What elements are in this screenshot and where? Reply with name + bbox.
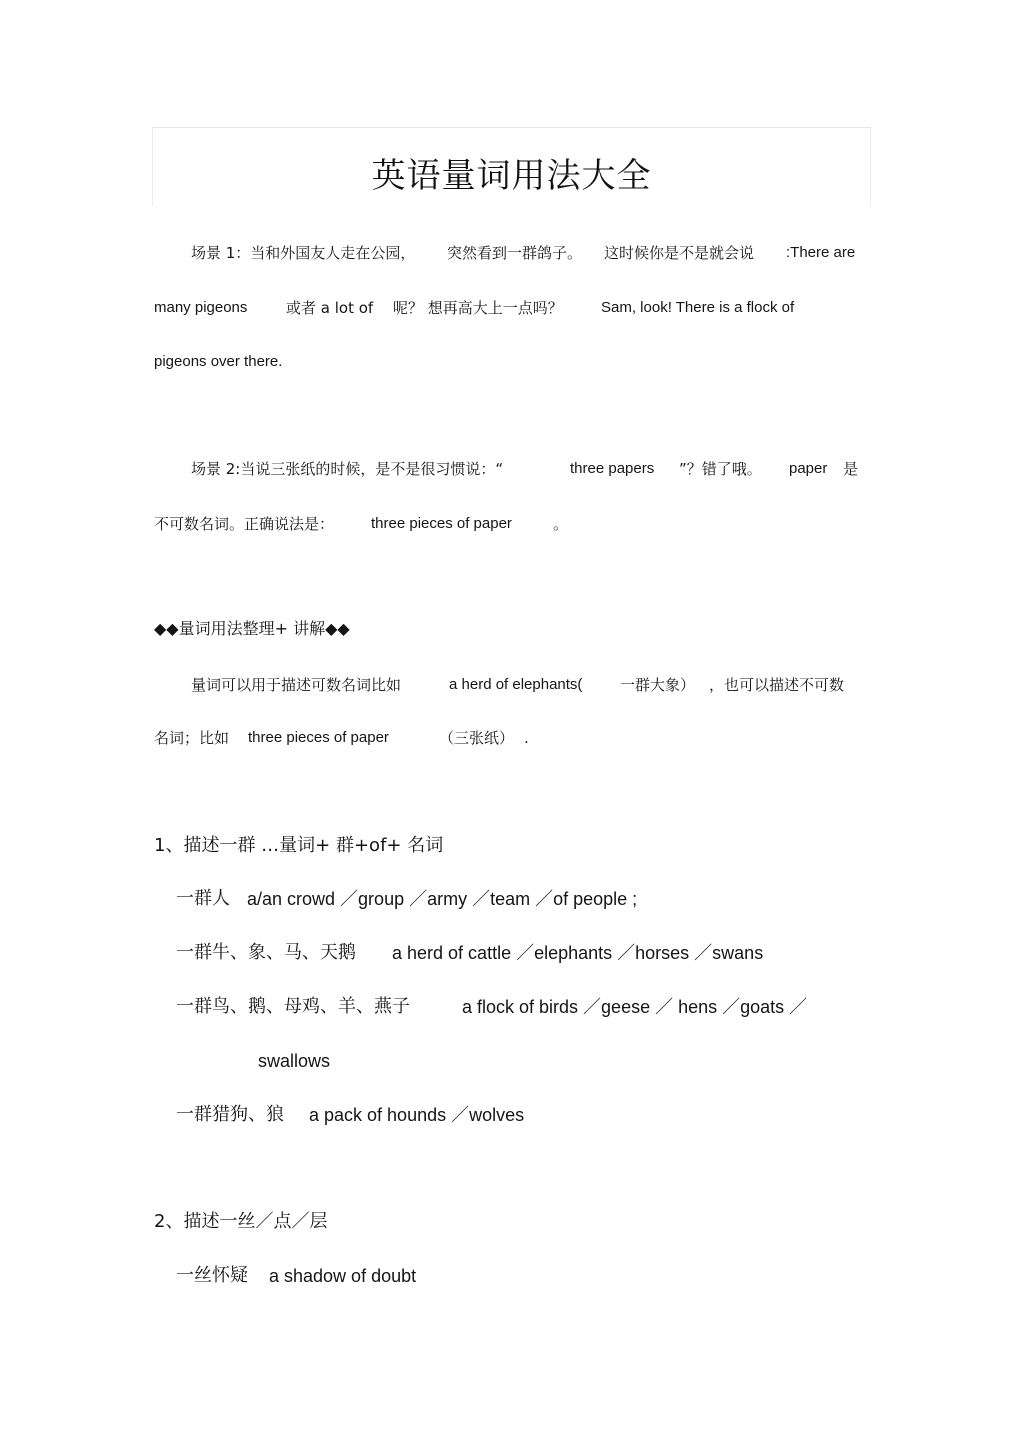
row-label: 一群鸟、鹅、母鸡、羊、燕子 <box>176 996 410 1017</box>
section1-row2 <box>0 943 1024 967</box>
document-title: 英语量词用法大全 <box>371 156 652 196</box>
scene1-text: 场景 1：当和外国友人走在公园， <box>191 244 416 262</box>
intro-text: . <box>524 729 529 747</box>
scene2-line2 <box>0 514 1024 536</box>
scene1-text: 突然看到一群鸽子。 <box>447 244 583 262</box>
scene1-text: 或者 a lot of <box>286 299 374 317</box>
row-label: 一群猎狗、狼 <box>176 1104 284 1125</box>
section1-heading: 1、描述一群 …量词+ 群+of+ 名词 <box>154 835 444 856</box>
section1-row1 <box>0 889 1024 913</box>
row-english: a flock of birds ／geese ／ hens ／goats ／ <box>462 997 808 1017</box>
scene1-line3: pigeons over there. <box>154 353 283 370</box>
intro-line2 <box>0 728 1024 750</box>
section-heading: ◆◆量词用法整理+ 讲解◆◆ <box>154 619 350 638</box>
scene1-text: many pigeons <box>154 299 248 316</box>
scene2-text: paper <box>789 460 828 477</box>
scene2-text: three papers <box>570 460 655 477</box>
row-label: 一群人 <box>176 888 230 909</box>
row-english: a herd of cattle ／elephants ／horses ／swans <box>392 943 764 963</box>
intro-text: three pieces of paper <box>248 729 389 746</box>
scene1-line1 <box>0 243 1024 265</box>
scene1-text: 呢？ 想再高大上一点吗？ <box>393 299 563 317</box>
scene2-text: 场景 2:当说三张纸的时候，是不是很习惯说：“ <box>191 460 504 478</box>
row-english: a shadow of doubt <box>269 1266 417 1286</box>
scene2-text: 不可数名词。正确说法是： <box>154 515 335 533</box>
intro-line1 <box>0 675 1024 697</box>
row-label: 一丝怀疑 <box>176 1265 248 1286</box>
intro-text: 一群大象） <box>620 676 696 694</box>
section1-row3-continuation: swallows <box>258 1051 331 1071</box>
intro-text: 名词；比如 <box>154 729 230 747</box>
section1-row4 <box>0 1105 1024 1129</box>
scene1-text: 这时候你是不是就会说 <box>604 244 755 262</box>
scene2-text: 是 <box>843 460 859 478</box>
section2-row1 <box>0 1266 1024 1290</box>
scene2-line1 <box>0 459 1024 481</box>
intro-text: （三张纸） <box>439 729 515 747</box>
scene1-text: :There are <box>786 244 856 261</box>
intro-text: a herd of elephants( <box>449 676 583 693</box>
title-box <box>152 127 871 206</box>
section1-row3 <box>0 997 1024 1021</box>
scene1-text: Sam, look! There is a flock of <box>601 299 795 316</box>
intro-text: ，也可以描述不可数 <box>709 676 845 694</box>
row-label: 一群牛、象、马、天鹅 <box>176 942 356 963</box>
row-english: a pack of hounds ／wolves <box>309 1105 525 1125</box>
scene2-text: 。 <box>553 515 569 533</box>
scene2-text: three pieces of paper <box>371 515 512 532</box>
intro-text: 量词可以用于描述可数名词比如 <box>191 676 402 694</box>
row-english: a/an crowd ／group ／army ／team ／of people ; <box>247 889 638 909</box>
scene2-text: ”？错了哦。 <box>679 460 762 478</box>
scene1-line2 <box>0 298 1024 320</box>
section2-heading: 2、描述一丝／点／层 <box>154 1211 328 1232</box>
